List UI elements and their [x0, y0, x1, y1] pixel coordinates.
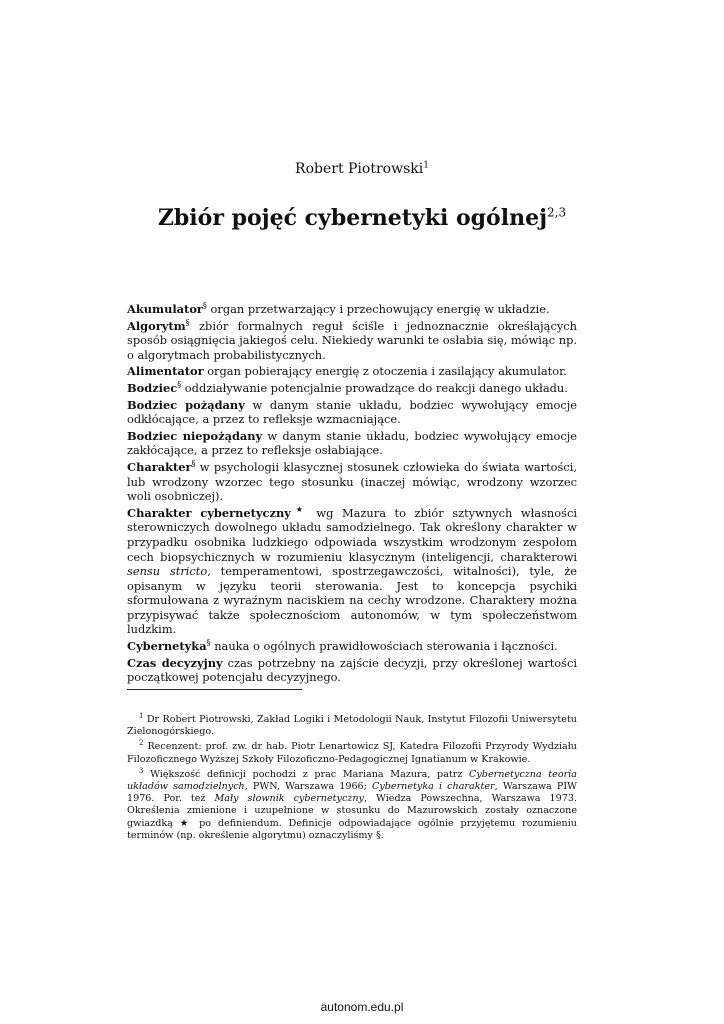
footnote-citation-title: Cybernetyka i charakter	[372, 781, 495, 793]
glossary-entry	[127, 381, 577, 396]
entry-term: Algorytm	[127, 318, 186, 333]
entry-term: Cybernetyka	[127, 639, 207, 654]
entry-definition: w danym stanie układu, bodziec wywołujący emocje zakłócające, a przez to refleksje osłabiające.	[127, 428, 577, 458]
footnote-text: , PWN, Warszawa 1966;	[244, 781, 373, 793]
entry-definition: w danym stanie układu, bodziec wywołujący emocje odkłócające, a przez to refleksje wzmacniające.	[127, 397, 578, 427]
footnote-citation-title: Cybernetyczna teoria układów samodzielnych	[127, 768, 577, 793]
entry-term: Czas decyzyjny	[127, 655, 223, 670]
footnote-text: Recenzent: prof. zw. dr hab. Piotr Lenartowicz SJ, Katedra Filozofii Przyrody Wydziału Filozoficznego Wyższej Szkoły Filozoficzno-Pedagogicznej Ignatianum w Krakowie.	[127, 741, 577, 765]
entry-definition: czas potrzebny na zajście decyzji, przy określonej wartości początkowej potencjału decyzyjnego.	[127, 655, 577, 685]
footnote-number: 3	[139, 766, 144, 775]
footnote-text: Większość definicji pochodzi z prac Mariana Mazura, patrz	[150, 768, 470, 780]
entry-definition: zbiór formalnych reguł ściśle i jednoznacznie określających sposób osiągnięcia jakiegoś celu. Niekiedy warunki te osłabia się, mówiąc np. o algorytmach probabilistycznych.	[127, 318, 577, 362]
title-footnote-mark: 2,3	[547, 205, 567, 220]
author-line	[0, 161, 724, 177]
glossary-entry	[127, 460, 577, 504]
footnotes	[127, 711, 577, 845]
entry-mark: §	[177, 380, 182, 390]
entry-definition: oddziaływanie potencjalnie prowadzące do reakcji danego układu.	[181, 380, 568, 395]
glossary-entry	[127, 302, 577, 317]
footnote-number: 1	[139, 711, 144, 720]
footnote-number: 2	[139, 739, 144, 748]
glossary-entry	[127, 364, 577, 379]
entry-definition: organ pobierający energię z otoczenia i zasilający akumulator.	[203, 364, 567, 379]
entry-term: Bodziec	[127, 380, 178, 395]
entry-mark: §	[191, 459, 196, 469]
page-title	[0, 205, 724, 231]
footnote-citation-title: Mały słownik cybernetyczny	[214, 793, 364, 805]
entry-definition: organ przetwarzający i przechowujący energię w układzie.	[206, 302, 550, 316]
entry-mark: §	[202, 301, 207, 311]
entry-term: Charakter cybernetyczny	[127, 505, 291, 520]
entry-definition-continued: , temperamentowi, spostrzegawczości, witalności), tyle, że opisanym w języku teorii sterowania. Jest to koncepcja psychiki sformułowana z wyraźnym naciskiem na cechy wrodzone. Charaktery można przypisywać także społecznościom autonomów, w tym społeczeństwom ludzkim.	[127, 564, 577, 637]
footnote-text: , Wiedza Powszechna, Warszawa 1973. Określenia zmienione i uzupełnione w stosunku do Mazurowskich zostały oznaczone gwiazdką ★ po definiendum. Definicje odpowiadające ogólnie przyjętemu rozumieniu terminów (np. określenie algorytmu) oznaczyliśmy §.	[127, 793, 577, 841]
entry-term: Charakter	[127, 459, 192, 474]
author-name: Robert Piotrowski	[295, 161, 424, 177]
entry-term: Alimentator	[127, 364, 204, 379]
footnote	[127, 766, 577, 842]
entry-definition: nauka o ogólnych prawidłowościach sterowania i łączności.	[210, 639, 558, 654]
glossary-entry	[127, 506, 577, 637]
entry-definition: w psychologii klasycznej stosunek człowieka do świata wartości, lub wrodzony wzorzec tego stosunku (inaczej mówiąc, wrodzony wzorzec woli osobniczej).	[127, 459, 577, 504]
author-footnote-mark: 1	[423, 160, 429, 171]
star-mark: ★	[290, 504, 308, 514]
entry-definition-italic: sensu stricto	[127, 564, 208, 579]
glossary-entry	[127, 319, 577, 363]
entry-mark: §	[185, 317, 190, 327]
glossary-entry	[127, 398, 577, 427]
entry-term: Bodziec niepożądany	[127, 428, 263, 443]
entry-term: Akumulator	[127, 302, 203, 316]
entry-term: Bodziec pożądany	[127, 397, 245, 412]
title-text: Zbiór pojęć cybernetyki ogólnej	[157, 205, 548, 231]
entry-mark: §	[206, 638, 211, 648]
footnote-text: Dr Robert Piotrowski, Zakład Logiki i Metodologii Nauk, Instytut Filozofii Uniwersytetu Zielonogórskiego.	[127, 714, 577, 738]
footnote	[127, 741, 577, 765]
glossary-entries	[127, 302, 577, 687]
glossary-entry	[127, 639, 577, 654]
footnote	[127, 711, 577, 738]
glossary-entry	[127, 656, 577, 685]
entry-definition: wg Mazura to zbiór sztywnych własności sterowniczych dowolnego układu samodzielnego. Tak określony charakter w przypadku osobnika ludzkiego odpowiada wszystkim wrodzonym zespołom cech biopsychicznych w rozumieniu klasycznym (inteligencji, charakterowi	[127, 505, 577, 564]
footnote-divider	[127, 689, 302, 690]
site-url[interactable]: autonom.edu.pl	[320, 1000, 404, 1014]
footnote-text: , Warszawa PIW 1976. Por. też	[127, 781, 577, 805]
glossary-entry	[127, 429, 577, 458]
